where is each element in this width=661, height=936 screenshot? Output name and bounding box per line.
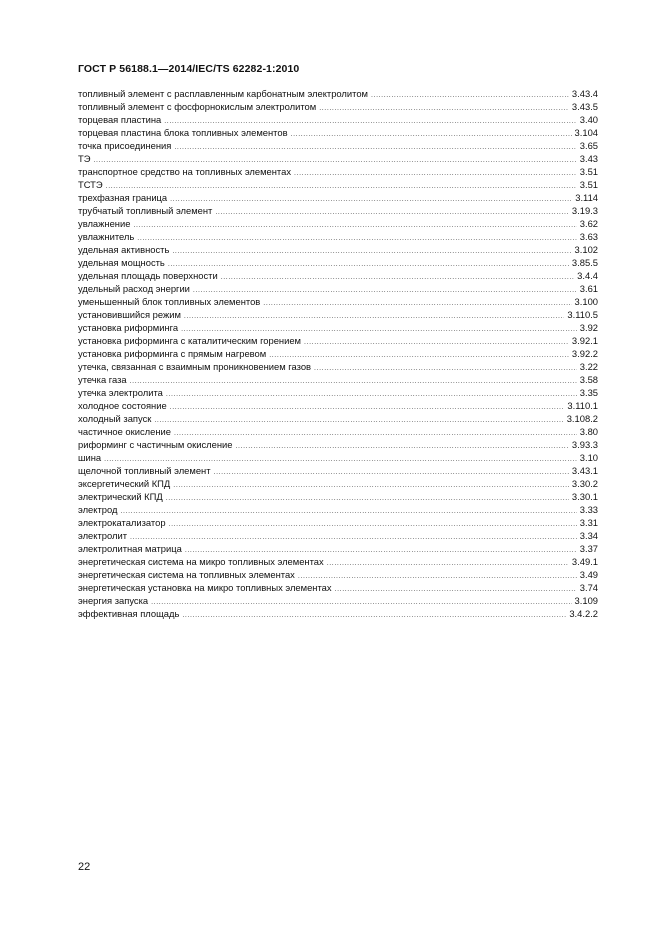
index-entry (78, 256, 598, 269)
document-header: ГОСТ Р 56188.1—2014/IEC/TS 62282-1:2010 (78, 63, 300, 75)
index-entry (78, 230, 598, 243)
index-term: уменьшенный блок топливных элементов (78, 296, 261, 307)
page-number: 22 (78, 861, 91, 873)
dot-leader (181, 323, 577, 334)
dot-leader (170, 193, 572, 204)
index-reference: 3.62 (579, 218, 598, 229)
index-entry (78, 269, 598, 282)
index-entry (78, 516, 598, 529)
index-entry (78, 139, 598, 152)
index-entry (78, 243, 598, 256)
index-reference: 3.43.5 (571, 101, 598, 112)
dot-leader (184, 310, 565, 321)
index-entry (78, 594, 598, 607)
dot-leader (170, 401, 565, 412)
index-term: эффективная площадь (78, 608, 180, 619)
index-entry (78, 100, 598, 113)
dot-leader (182, 609, 566, 620)
index-reference: 3.4.2.2 (569, 608, 598, 619)
index-reference: 3.22 (579, 361, 598, 372)
index-entry (78, 425, 598, 438)
index-term: установка риформинга (78, 322, 179, 333)
index-term: частичное окисление (78, 426, 171, 437)
index-entry (78, 542, 598, 555)
index-entry (78, 503, 598, 516)
index-entry (78, 360, 598, 373)
index-term: электрокатализатор (78, 517, 166, 528)
dot-leader (172, 245, 571, 256)
dot-leader (185, 544, 577, 555)
index-term: электролитная матрица (78, 543, 182, 554)
index-term: удельная мощность (78, 257, 165, 268)
index-entry (78, 126, 598, 139)
index-entry (78, 152, 598, 165)
index-reference: 3.10 (579, 452, 598, 463)
index-term: увлажнение (78, 218, 131, 229)
index-term: установка риформинга с прямым нагревом (78, 348, 267, 359)
index-entry (78, 451, 598, 464)
index-entry (78, 321, 598, 334)
index-entry (78, 113, 598, 126)
dot-leader (174, 427, 577, 438)
index-term: установившийся режим (78, 309, 181, 320)
index-term: ТСТЭ (78, 179, 103, 190)
index-term: топливный элемент с фосфорнокислым электролитом (78, 101, 317, 112)
index-term: холодное состояние (78, 400, 167, 411)
index-entry (78, 87, 598, 100)
index-entry (78, 607, 598, 620)
index-entry (78, 165, 598, 178)
index-entry (78, 347, 598, 360)
index-reference: 3.63 (579, 231, 598, 242)
index-entry (78, 191, 598, 204)
dot-leader (120, 505, 576, 516)
index-reference: 3.40 (579, 114, 598, 125)
index-term: точка присоединения (78, 140, 172, 151)
dot-leader (304, 336, 569, 347)
dot-leader (104, 453, 577, 464)
alphabetical-index (78, 87, 598, 620)
index-reference: 3.30.2 (571, 478, 598, 489)
index-entry (78, 334, 598, 347)
dot-leader (327, 557, 569, 568)
dot-leader (166, 492, 569, 503)
index-term: утечка электролита (78, 387, 163, 398)
index-term: торцевая пластина блока топливных элементов (78, 127, 288, 138)
index-reference: 3.114 (575, 192, 598, 203)
index-entry (78, 217, 598, 230)
dot-leader (193, 284, 577, 295)
dot-leader (269, 349, 569, 360)
dot-leader (173, 479, 569, 490)
index-reference: 3.43 (579, 153, 598, 164)
dot-leader (106, 180, 577, 191)
dot-leader (371, 89, 569, 100)
index-reference: 3.34 (579, 530, 598, 541)
index-entry (78, 204, 598, 217)
index-term: удельная площадь поверхности (78, 270, 218, 281)
index-term: холодный запуск (78, 413, 152, 424)
index-entry (78, 399, 598, 412)
index-reference: 3.49.1 (571, 556, 598, 567)
index-entry (78, 581, 598, 594)
index-entry (78, 282, 598, 295)
dot-leader (166, 388, 577, 399)
index-term: эксергетический КПД (78, 478, 171, 489)
dot-leader (263, 297, 571, 308)
index-term: энергетическая установка на микро топливных элементах (78, 582, 332, 593)
index-term: трубчатый топливный элемент (78, 205, 213, 216)
index-reference: 3.92.2 (571, 348, 598, 359)
index-reference: 3.65 (579, 140, 598, 151)
index-term: топливный элемент с расплавленным карбонатным электролитом (78, 88, 368, 99)
index-term: установка риформинга с каталитическим горением (78, 335, 302, 346)
dot-leader (319, 102, 569, 113)
index-entry (78, 373, 598, 386)
index-reference: 3.108.2 (566, 413, 598, 424)
index-reference: 3.92.1 (571, 335, 598, 346)
index-entry (78, 477, 598, 490)
index-term: утечка, связанная с взаимным проникновением газов (78, 361, 312, 372)
dot-leader (151, 596, 571, 607)
index-reference: 3.33 (579, 504, 598, 515)
dot-leader (174, 141, 576, 152)
index-entry (78, 178, 598, 191)
dot-leader (236, 440, 569, 451)
dot-leader (214, 466, 569, 477)
index-reference: 3.37 (579, 543, 598, 554)
dot-leader (298, 570, 577, 581)
index-reference: 3.74 (579, 582, 598, 593)
index-reference: 3.102 (574, 244, 598, 255)
dot-leader (314, 362, 577, 373)
dot-leader (291, 128, 572, 139)
index-reference: 3.85.5 (571, 257, 598, 268)
index-entry (78, 464, 598, 477)
index-entry (78, 295, 598, 308)
index-term: риформинг с частичным окисление (78, 439, 233, 450)
index-reference: 3.61 (579, 283, 598, 294)
index-reference: 3.19.3 (571, 205, 598, 216)
index-term: утечка газа (78, 374, 127, 385)
index-reference: 3.49 (579, 569, 598, 580)
index-term: шина (78, 452, 102, 463)
index-term: электрод (78, 504, 118, 515)
dot-leader (294, 167, 577, 178)
index-reference: 3.4.4 (577, 270, 598, 281)
dot-leader (164, 115, 577, 126)
index-entry (78, 438, 598, 451)
index-term: торцевая пластина (78, 114, 162, 125)
index-term: удельная активность (78, 244, 170, 255)
index-reference: 3.110.1 (567, 400, 598, 411)
index-reference: 3.30.1 (571, 491, 598, 502)
index-term: энергетическая система на топливных элементах (78, 569, 295, 580)
dot-leader (335, 583, 577, 594)
index-entry (78, 412, 598, 425)
index-term: удельный расход энергии (78, 283, 190, 294)
index-term: транспортное средство на топливных элементах (78, 166, 292, 177)
index-reference: 3.51 (579, 179, 598, 190)
dot-leader (215, 206, 569, 217)
index-term: щелочной топливный элемент (78, 465, 211, 476)
dot-leader (168, 258, 569, 269)
dot-leader (221, 271, 574, 282)
dot-leader (133, 219, 576, 230)
index-reference: 3.51 (579, 166, 598, 177)
index-reference: 3.100 (574, 296, 598, 307)
index-entry (78, 529, 598, 542)
dot-leader (137, 232, 576, 243)
index-reference: 3.93.3 (571, 439, 598, 450)
index-reference: 3.43.1 (571, 465, 598, 476)
index-term: энергетическая система на микро топливных элементах (78, 556, 324, 567)
index-reference: 3.58 (579, 374, 598, 385)
index-entry (78, 555, 598, 568)
index-reference: 3.43.4 (571, 88, 598, 99)
index-entry (78, 490, 598, 503)
index-term: увлажнитель (78, 231, 135, 242)
dot-leader (169, 518, 577, 529)
index-reference: 3.110.5 (567, 309, 598, 320)
index-term: энергия запуска (78, 595, 149, 606)
index-entry (78, 308, 598, 321)
index-reference: 3.35 (579, 387, 598, 398)
dot-leader (130, 531, 577, 542)
index-term: электролит (78, 530, 127, 541)
index-reference: 3.31 (579, 517, 598, 528)
index-entry (78, 568, 598, 581)
index-reference: 3.104 (574, 127, 598, 138)
index-entry (78, 386, 598, 399)
index-term: трехфазная граница (78, 192, 168, 203)
dot-leader (93, 154, 576, 165)
index-reference: 3.92 (579, 322, 598, 333)
index-term: ТЭ (78, 153, 91, 164)
dot-leader (154, 414, 563, 425)
index-term: электрический КПД (78, 491, 163, 502)
index-reference: 3.80 (579, 426, 598, 437)
dot-leader (130, 375, 577, 386)
index-reference: 3.109 (574, 595, 598, 606)
